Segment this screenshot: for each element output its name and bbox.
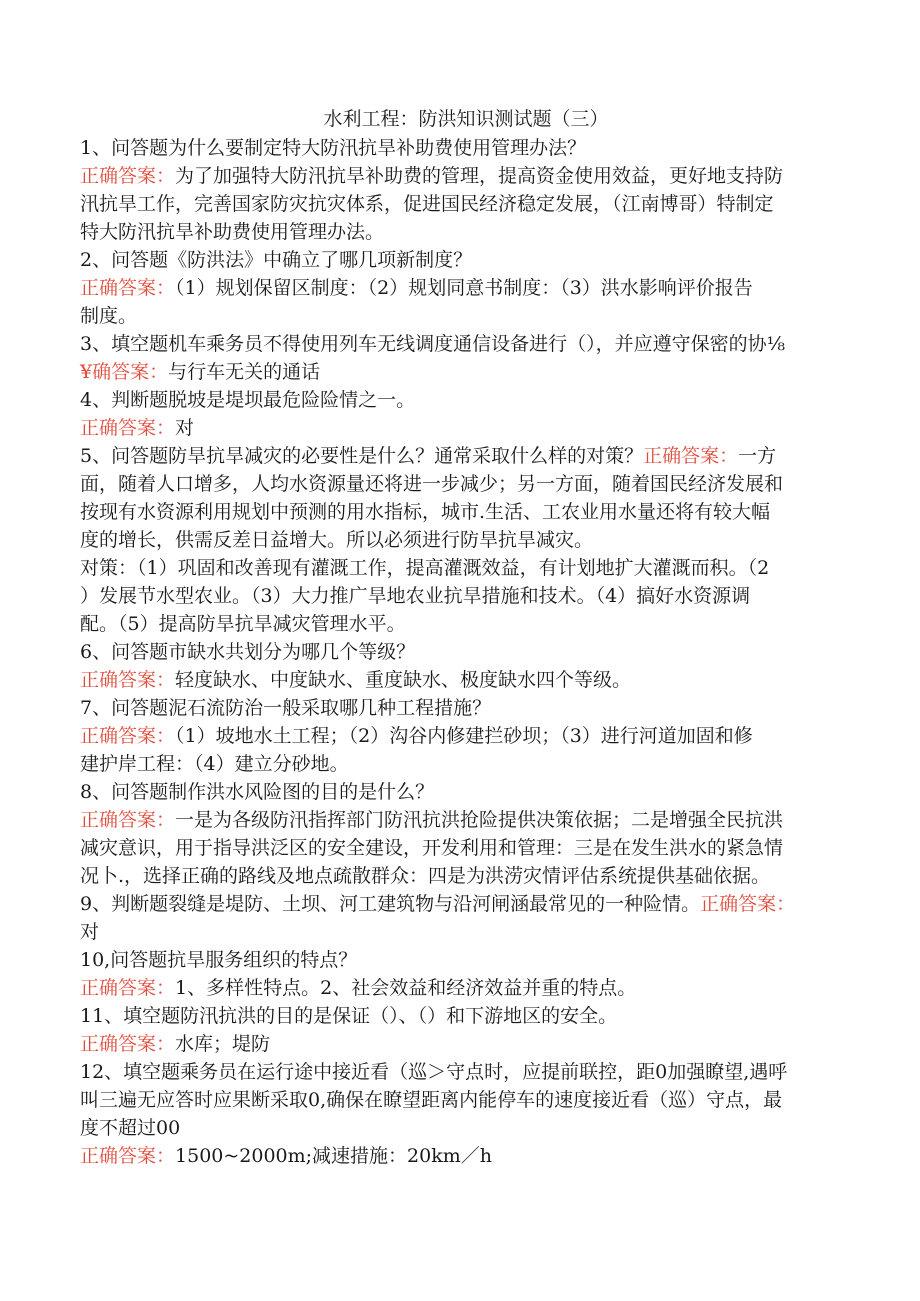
answer-5-cont: 度的增长，供需反差日益增大。所以必须进行防旱抗旱减灾。 [80,529,594,551]
answer-8-cont: 况卜.，选择正确的路线及地点疏散群众：四是为洪涝灾情评估系统提供基础依据。 [80,865,771,887]
answer-3 [80,358,840,386]
answer-text: 为了加强特大防汛抗旱补助费的管理，提高资金使用效益，更好地支持防 [175,165,784,187]
answer-7 [80,722,840,750]
question-text: 9、判断题裂缝是堤防、土坝、河工建筑物与沿河闸涵最常见的一种险情。 [80,893,701,915]
question-12-cont: 叫三遍无应答时应果断采取0,确保在瞭望距离内能停车的速度接近看（巡）守点，最 [80,1089,783,1111]
question-8: 8、问答题制作洪水风险图的目的是什么？ [80,781,435,803]
answer-5-cont: 配。（5）提高防旱抗旱减灾管理水平。 [80,613,406,635]
answer-9: 对 [80,921,100,943]
question-7: 7、问答题泥石流防治一般采取哪几种工程措施？ [80,697,492,719]
answer-label: 正确答案： [80,165,176,187]
answer-1-cont: 特大防汛抗旱补助费使用管理办法。 [80,221,385,243]
answer-label: 正确答案： [80,417,176,439]
answer-7-cont: 建护岸工程：（4）建立分砂地。 [80,753,349,775]
question-1: 1、问答题为什么要制定特大防汛抗旱补助费使用管理办法？ [80,137,587,159]
answer-8-cont: 减灾意识，用于指导洪泛区的安全建设，开发利用和管理：三是在发生洪水的紧急情 [80,837,784,859]
answer-1-cont: 汛抗旱工作，完善国家防灾抗灾体系，促进国民经济稳定发展，（江南博哥）特制定 [80,193,774,215]
answer-text: 轻度缺水、中度缺水、重度缺水、极度缺水四个等级。 [175,669,632,691]
answer-1 [80,162,840,190]
answer-label: 正确答案： [80,809,176,831]
question-12: 12、填空题乘务员在运行途中接近看（巡＞守点时，应提前联控，距0加强瞭望,遇呼 [80,1061,788,1083]
question-5 [80,442,840,470]
document-page [80,106,840,1170]
question-10: 10,问答题抗旱服务组织的特点？ [80,949,358,971]
answer-label: 正确答案： [643,445,739,467]
answer-label: 正确答案： [80,1033,176,1055]
question-2: 2、问答题《防洪法》中确立了哪几项新制度？ [80,249,473,271]
answer-12 [80,1142,840,1170]
answer-11 [80,1030,840,1058]
answer-label: 正确答案： [700,893,796,915]
answer-2 [80,274,840,302]
answer-6 [80,666,840,694]
answer-5-cont: 面，随着人口增多，人均水资源量还将进一步减少；另一方面，随着国民经济发展和 [80,473,784,495]
question-6: 6、问答题市缺水共划分为哪几个等级？ [80,641,416,663]
answer-text: 一方 [738,445,777,467]
answer-text: 水库；堤防 [175,1033,271,1055]
document-title: 水利工程：防洪知识测试题（三） [323,108,609,130]
answer-5-cont: 对策：（1）巩固和改善现有灌溉工作，提高灌溉效益，有计划地扩大灌溉而积。（2 [80,557,770,579]
question-text: 5、问答题防旱抗旱减灾的必要性是什么？通常采取什么样的对策？ [80,445,644,467]
answer-label: 正确答案： [80,977,176,999]
answer-text: （1）坡地水土工程；（2）沟谷内修建拦砂坝；（3）进行河道加固和修 [175,725,753,747]
question-11: 11、填空题防汛抗洪的目的是保证（）、（）和下游地区的安全。 [80,1005,618,1027]
answer-8 [80,806,840,834]
answer-text: 一是为各级防汛指挥部门防汛抗洪抢险提供决策依据；二是增强全民抗洪 [175,809,784,831]
answer-5-cont: ）发展节水型农业。（3）大力推广旱地农业抗旱措施和技术。（4）搞好水资源调 [80,585,751,607]
answer-2-cont: 制度。 [80,305,138,327]
question-3: 3、填空题机车乘务员不得使用列车无线调度通信设备进行（），并应遵守保密的协⅛ [80,333,786,355]
answer-5-cont: 按现有水资源利用规划中预测的用水指标，城市.生活、工农业用水量还将有较大幅 [80,501,771,523]
answer-text: 1500~2000m;减速措施：20km／h [175,1145,493,1167]
answer-label: 正确答案： [80,725,176,747]
answer-10 [80,974,840,1002]
answer-text: （1）规划保留区制度：（2）规划同意书制度：（3）洪水影响评价报告 [175,277,753,299]
question-12-cont: 度不超过00 [80,1117,181,1139]
answer-label: 正确答案： [80,669,176,691]
answer-text: 对 [175,417,195,439]
answer-label: 正确答案： [80,277,176,299]
question-9 [80,890,840,918]
answer-label: ¥确答案： [80,361,169,383]
answer-label: 正确答案： [80,1145,176,1167]
answer-text: 与行车无关的通话 [168,361,321,383]
question-4: 4、判断题脱坡是堤坝最危险险情之一。 [80,389,416,411]
answer-text: 1、多样性特点。2、社会效益和经济效益并重的特点。 [175,977,637,999]
answer-4 [80,414,840,442]
